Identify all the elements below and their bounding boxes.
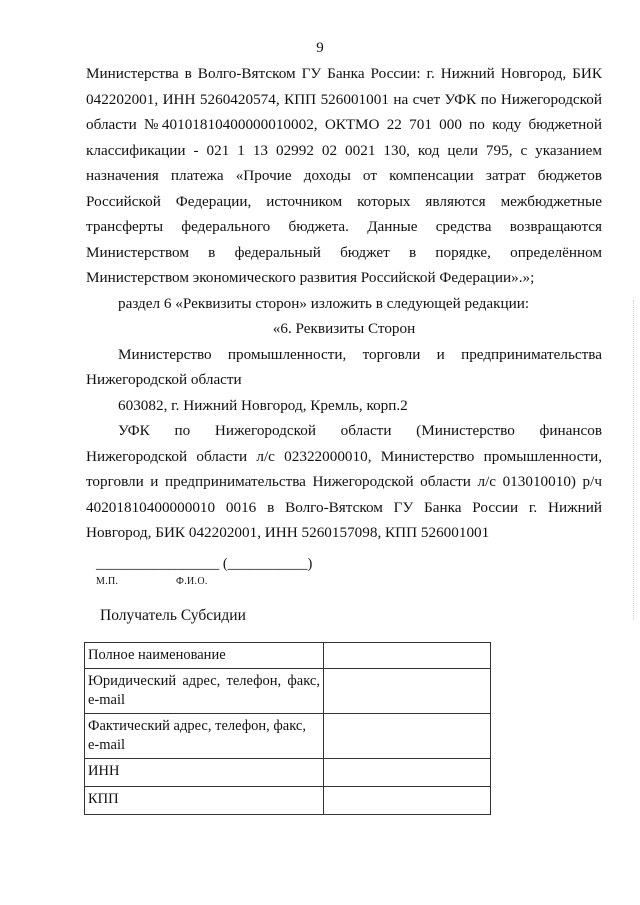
- table-cell-value: [324, 759, 491, 787]
- table-cell-value: [324, 643, 491, 669]
- section-heading: «6. Реквизиты Сторон: [272, 320, 416, 337]
- recipient-heading: Получатель Субсидии: [100, 607, 246, 624]
- table-row: [85, 714, 491, 759]
- stamp-label: М.П.: [96, 576, 119, 587]
- table-cell-value: [324, 714, 491, 759]
- page-number: 9: [316, 40, 324, 56]
- table-row: [85, 643, 491, 669]
- signature-line: _________________ (___________): [96, 556, 313, 572]
- table-cell-value: [324, 669, 491, 714]
- table-cell-label: ИНН: [85, 759, 324, 787]
- table-cell-label: КПП: [85, 787, 324, 815]
- document-body: [86, 61, 602, 546]
- paragraph-bank-details: УФК по Нижегородской области (Министерство финансов Нижегородской области л/с 02322000010, Министерство промышленности, торговли и предпринимательства Нижегородской области л/с 013010010) р/ч 40201810400000010 0016 в Волго-Вятском ГУ Банка России г. Нижний Новгород, БИК 042202001, ИНН 5260157098, КПП 526001001: [86, 422, 602, 541]
- fio-label: Ф.И.О.: [176, 576, 208, 587]
- recipient-requisites-table: [84, 642, 491, 815]
- table-cell-label: Полное наименование: [85, 643, 324, 669]
- paragraph-section-6-intro: раздел 6 «Реквизиты сторон» изложить в следующей редакции:: [118, 294, 530, 312]
- table-row: [85, 787, 491, 815]
- scan-edge-marks: [633, 300, 638, 620]
- paragraph-payment-details: Министерства в Волго-Вятском ГУ Банка России: г. Нижний Новгород, БИК 042202001, ИНН 5260420574, КПП 526001001 на счет УФК по Нижегородской области №40101810400000010002, ОКТМО 22 701 000 по коду бюджетной классификации - 021 1 13 02992 02 0021 130, код цели 795, с указанием назначения платежа «Прочие доходы от компенсации затрат бюджетов Российской Федерации, источником которых являются межбюджетные трансферты федерального бюджета. Данные средства возвращаются Министерством в федеральный бюджет в порядке, определённом Министерством экономического развития Российской Федерации».»;: [86, 65, 602, 286]
- table-row: [85, 669, 491, 714]
- paragraph-address: 603082, г. Нижний Новгород, Кремль, корп.2: [118, 396, 408, 414]
- table-row: [85, 759, 491, 787]
- table-cell-value: [324, 787, 491, 815]
- table-cell-label: Фактический адрес, телефон, факс, e-mail: [85, 714, 324, 759]
- table-cell-label: Юридический адрес, телефон, факс, e-mail: [85, 669, 324, 714]
- paragraph-ministry-name: Министерство промышленности, торговли и предпринимательства Нижегородской области: [86, 345, 602, 388]
